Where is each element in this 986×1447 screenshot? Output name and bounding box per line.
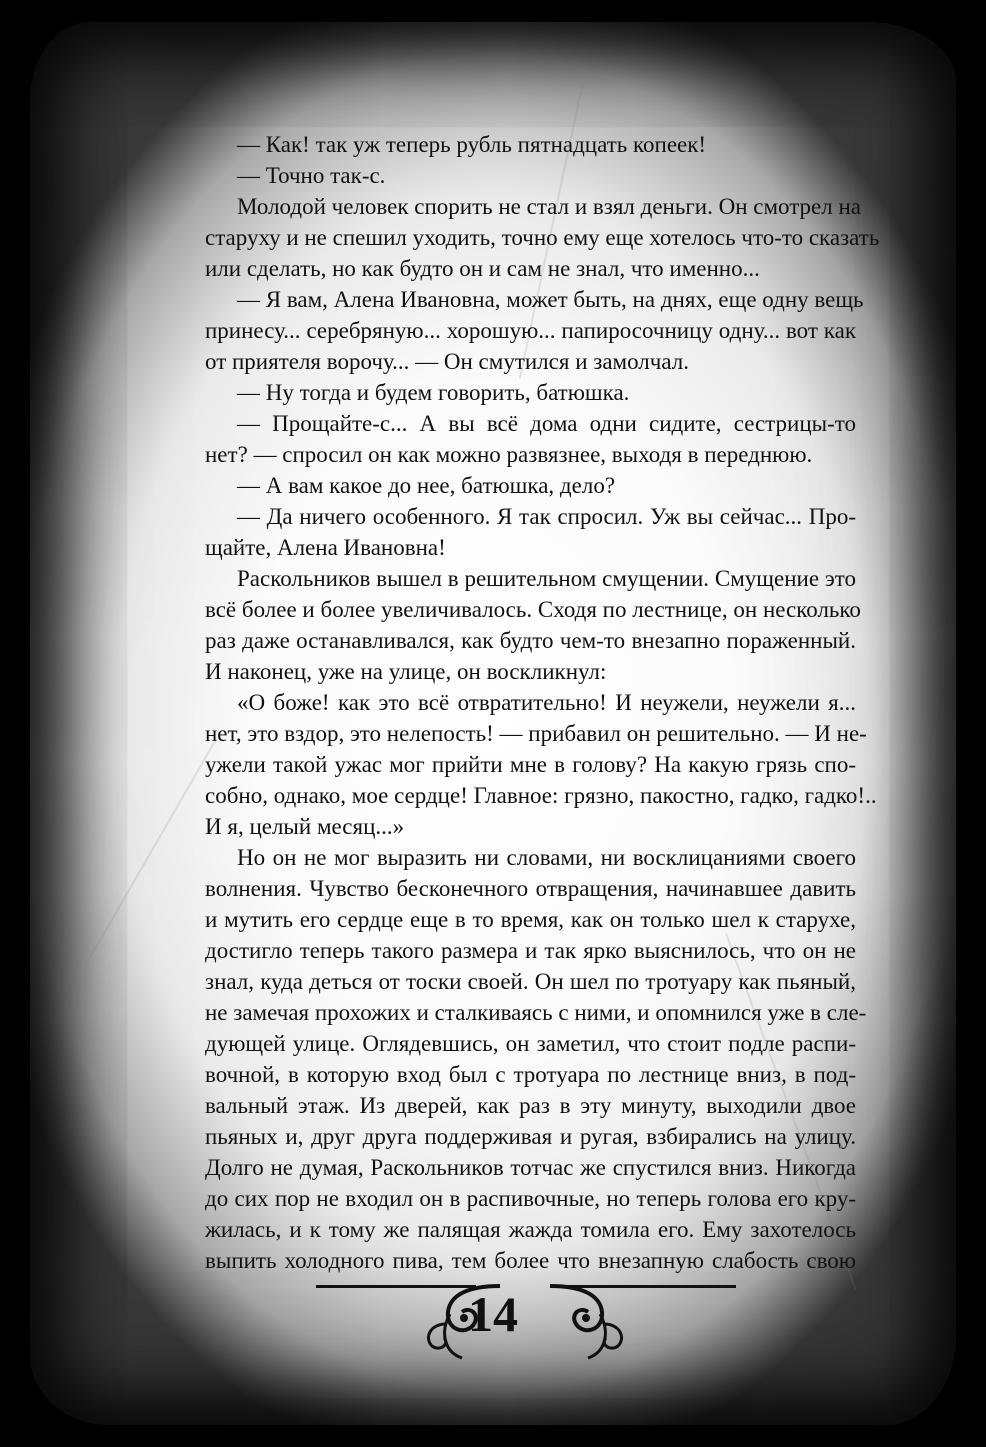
- text-line: — А вам какое до нее, батюшка, дело?: [237, 473, 616, 498]
- text-line: жилась, и к тому же палящая жажда томила его. Ему захотелось: [205, 1217, 856, 1242]
- text-line: ужели такой ужас мог прийти мне в голову? На какую грязь спо-: [205, 752, 856, 777]
- text-line: от приятеля ворочу... — Он смутился и замолчал.: [205, 349, 689, 374]
- text-line: Раскольников вышел в решительном смущении. Смущение это: [237, 566, 856, 591]
- text-line: дующей улице. Оглядевшись, он заметил, что стоит подле распи-: [205, 1031, 856, 1056]
- text-line: «О боже! как это всё отвратительно! И неужели, неужели я...: [237, 690, 856, 715]
- text-line: Долго не думая, Раскольников тотчас же спустился вниз. Никогда: [205, 1155, 856, 1180]
- text-line: и мутить его сердце еще в то время, как он только шел к старухе,: [205, 907, 856, 932]
- text-line: знал, куда деться от тоски своей. Он шел по тротуару как пьяный,: [205, 969, 856, 994]
- text-line: старуху и не спешил уходить, точно ему еще хотелось что-то сказать: [205, 225, 880, 250]
- text-line: принесу... серебряную... хорошую... папиросочницу одну... вот как: [205, 318, 856, 343]
- text-line: пьяных и, друг друга поддерживая и ругая, взбирались на улицу.: [205, 1124, 856, 1149]
- text-line: щайте, Алена Ивановна!: [205, 535, 446, 560]
- text-line: всё более и более увеличивалось. Сходя по лестнице, он несколько: [205, 597, 861, 622]
- text-line: — Я вам, Алена Ивановна, может быть, на днях, еще одну вещь: [237, 287, 864, 312]
- text-line: нет, это вздор, это нелепость! — прибавил он решительно. — И не-: [205, 721, 867, 746]
- text-line: Молодой человек спорить не стал и взял деньги. Он смотрел на: [237, 194, 861, 219]
- paper-crease: [85, 739, 217, 965]
- text-line: волнения. Чувство бесконечного отвращения, начинавшее давить: [205, 876, 856, 901]
- text-line: нет? — спросил он как можно развязнее, выходя в переднюю.: [205, 442, 813, 467]
- text-line: вальный этаж. Из дверей, как раз в эту минуту, выходили двое: [205, 1093, 856, 1118]
- text-line: — Точно так-с.: [237, 163, 386, 188]
- text-line: раз даже останавливался, как будто чем-то внезапно пораженный.: [205, 628, 856, 653]
- text-line: — Как! так уж теперь рубль пятнадцать копеек!: [237, 132, 707, 157]
- text-line: Но он не мог выразить ни словами, ни восклицаниями своего: [237, 845, 856, 870]
- text-line: И я, целый месяц...»: [205, 814, 405, 839]
- text-line: вочной, в которую вход был с тротуара по лестнице вниз, в под-: [205, 1062, 856, 1087]
- text-line: — Да ничего особенного. Я так спросил. Уж вы сейчас... Про-: [237, 504, 856, 529]
- text-line: И наконец, уже на улице, он воскликнул:: [205, 659, 607, 684]
- text-line: выпить холодного пива, тем более что внезапную слабость свою: [205, 1248, 856, 1273]
- right-flourish-icon: [540, 1274, 650, 1364]
- body-text: [205, 129, 880, 1276]
- page-number: 14: [468, 1286, 518, 1342]
- text-line: — Прощайте-с... А вы всё дома одни сидите, сестрицы-то: [237, 411, 856, 436]
- text-line: — Ну тогда и будем говорить, батюшка.: [237, 380, 630, 405]
- page-footer: [0, 1268, 986, 1368]
- text-line: или сделать, но как будто он и сам не знал, что именно...: [205, 256, 760, 281]
- text-line: до сих пор не входил он в распивочные, но теперь голова его кру-: [205, 1186, 856, 1211]
- text-line: собно, однако, мое сердце! Главное: грязно, пакостно, гадко, гадко!..: [205, 783, 877, 808]
- text-line: не замечая прохожих и сталкиваясь с ними, и опомнился уже в сле-: [205, 1000, 867, 1025]
- text-line: достигло теперь такого размера и так ярко выяснилось, что он не: [205, 938, 856, 963]
